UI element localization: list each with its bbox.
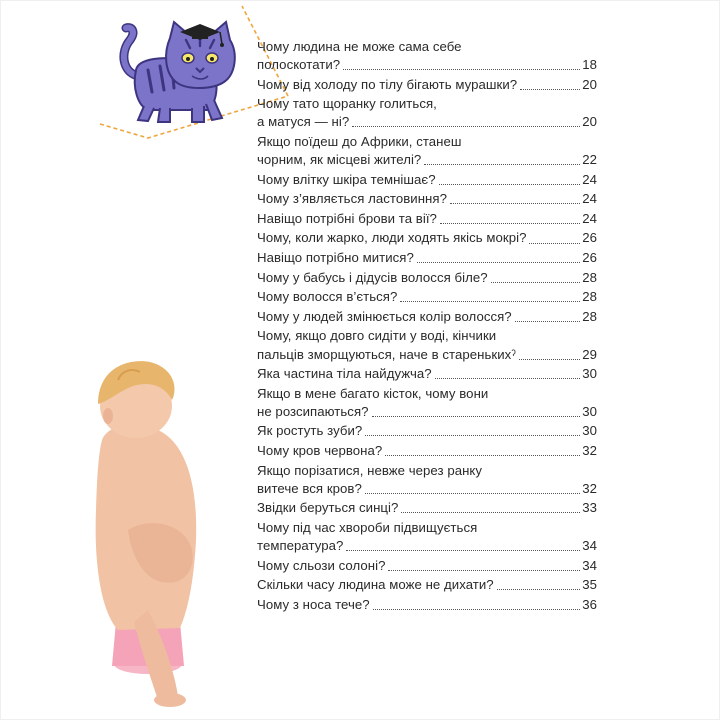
toc-entry bbox=[257, 249, 597, 267]
toc-entry bbox=[257, 76, 597, 94]
toc-entry bbox=[257, 385, 597, 421]
table-of-contents bbox=[257, 38, 597, 615]
dot-leader bbox=[515, 321, 581, 322]
toc-entry-line bbox=[257, 537, 597, 555]
dot-leader bbox=[400, 301, 580, 302]
toc-question-text: Навіщо потрібно митися? bbox=[257, 250, 414, 266]
toc-question-text: Чому тато щоранку голиться, bbox=[257, 96, 437, 112]
toc-entry-line bbox=[257, 596, 597, 614]
toc-question-text: Як ростуть зуби? bbox=[257, 423, 363, 439]
toc-entry-line bbox=[257, 576, 597, 594]
toc-entry bbox=[257, 38, 597, 74]
dot-leader bbox=[343, 69, 580, 70]
toc-page-number: 32 bbox=[582, 442, 597, 458]
toc-entry-line bbox=[257, 113, 597, 131]
dot-leader bbox=[450, 203, 580, 204]
toc-question-text: Звідки беруться синці? bbox=[257, 500, 399, 516]
toc-entry bbox=[257, 557, 597, 575]
toc-page-number: 20 bbox=[582, 76, 597, 92]
toc-entry-line bbox=[257, 133, 597, 151]
dot-leader bbox=[365, 493, 580, 494]
toc-question-text: Чому кров червона? bbox=[257, 442, 383, 458]
toc-question-text: Чому людина не може сама себе bbox=[257, 39, 462, 54]
toc-entry bbox=[257, 308, 597, 326]
toc-question-text: чорним, як місцеві жителі? bbox=[257, 152, 422, 168]
toc-question-text: Чому волосся в’ється? bbox=[257, 289, 398, 305]
toc-question-text: пальців зморщуються, наче в старенькихˀ bbox=[257, 346, 516, 362]
dot-leader bbox=[365, 435, 580, 436]
toc-entry-line bbox=[257, 480, 597, 498]
toc-question-text: Якщо поїдеш до Африки, станеш bbox=[257, 133, 462, 149]
toc-page-number: 36 bbox=[582, 596, 597, 612]
toc-entry-line bbox=[257, 269, 597, 287]
toc-page-number: 24 bbox=[582, 171, 597, 187]
dot-leader bbox=[346, 550, 580, 551]
toc-entry bbox=[257, 190, 597, 208]
toc-entry bbox=[257, 422, 597, 440]
toc-entry-line bbox=[257, 519, 597, 537]
toc-question-text: Яка частина тіла найдужча? bbox=[257, 366, 432, 382]
toc-question-text: Чому у людей змінюється колір волосся? bbox=[257, 308, 512, 324]
dot-leader bbox=[439, 184, 581, 185]
dot-leader bbox=[491, 282, 581, 283]
toc-entry bbox=[257, 365, 597, 383]
toc-entry-line bbox=[257, 557, 597, 575]
toc-entry-line bbox=[257, 365, 597, 383]
dot-leader bbox=[440, 223, 580, 224]
toc-question-text: витече вся кров? bbox=[257, 480, 362, 496]
toc-entry-line bbox=[257, 499, 597, 517]
toc-entry-line bbox=[257, 308, 597, 326]
toc-entry bbox=[257, 288, 597, 306]
toc-entry bbox=[257, 596, 597, 614]
toc-entry bbox=[257, 462, 597, 498]
toc-question-text: не розсипаються? bbox=[257, 403, 369, 419]
toc-entry bbox=[257, 576, 597, 594]
dot-leader bbox=[352, 126, 580, 127]
toc-question-text: Чому, якщо довго сидіти у воді, кінчики bbox=[257, 328, 497, 344]
toc-page-number: 30 bbox=[582, 366, 597, 382]
toc-page-number: 20 bbox=[582, 114, 597, 130]
dot-leader bbox=[519, 359, 580, 360]
toc-question-text: Навіщо потрібні брови та вії? bbox=[257, 210, 437, 226]
dot-leader bbox=[417, 262, 580, 263]
toc-entry bbox=[257, 229, 597, 247]
toc-entry-line bbox=[257, 151, 597, 169]
toc-entry bbox=[257, 327, 597, 363]
toc-question-text: Чому під час хвороби підвищується bbox=[257, 519, 478, 535]
toc-entry-line bbox=[257, 442, 597, 460]
dot-leader bbox=[388, 570, 580, 571]
toc-entry bbox=[257, 210, 597, 228]
dot-leader bbox=[497, 589, 581, 590]
toc-page-number: 18 bbox=[582, 57, 597, 73]
toc-entry-line bbox=[257, 229, 597, 247]
toc-question-text: Якщо порізатися, невже через ранку bbox=[257, 462, 483, 478]
toc-question-text: Чому у бабусь і дідусів волосся біле? bbox=[257, 269, 488, 285]
toc-entry-line bbox=[257, 327, 597, 345]
toddler-on-potty-photo bbox=[88, 340, 208, 720]
toc-entry-line bbox=[257, 346, 597, 364]
toc-entry-line bbox=[257, 249, 597, 267]
dot-leader bbox=[401, 512, 580, 513]
toc-entry bbox=[257, 95, 597, 131]
toc-page-number: 26 bbox=[582, 250, 597, 266]
toc-entry bbox=[257, 442, 597, 460]
dot-leader bbox=[385, 455, 580, 456]
toc-question-text: полоскотати? bbox=[257, 57, 341, 73]
toc-page-number: 35 bbox=[582, 577, 597, 593]
toc-entry-line bbox=[257, 76, 597, 94]
toc-page-number: 34 bbox=[582, 537, 597, 553]
dot-leader bbox=[529, 243, 580, 244]
toc-page-number: 30 bbox=[582, 423, 597, 439]
toc-entry-line bbox=[257, 95, 597, 113]
toc-page-number: 29 bbox=[582, 346, 597, 362]
toc-question-text: Якщо в мене багато кісток, чому вони bbox=[257, 385, 489, 401]
toc-entry-line bbox=[257, 385, 597, 403]
purple-cat-illustration bbox=[108, 18, 256, 126]
toc-question-text: Чому з’являється ластовиння? bbox=[257, 191, 447, 207]
toc-page-number: 24 bbox=[582, 191, 597, 207]
toc-page-number: 24 bbox=[582, 210, 597, 226]
dot-leader bbox=[372, 416, 581, 417]
dot-leader bbox=[435, 378, 581, 379]
toc-entry-line bbox=[257, 422, 597, 440]
toc-page-number: 28 bbox=[582, 289, 597, 305]
toc-entry-line bbox=[257, 56, 597, 74]
toc-entry-line bbox=[257, 210, 597, 228]
toc-question-text: Чому сльози солоні? bbox=[257, 557, 386, 573]
toc-page-number: 28 bbox=[582, 308, 597, 324]
toc-entry bbox=[257, 519, 597, 555]
dot-leader bbox=[520, 89, 580, 90]
toc-entry bbox=[257, 269, 597, 287]
dot-leader bbox=[424, 164, 580, 165]
toc-question-text: Чому влітку шкіра темнішає? bbox=[257, 171, 436, 187]
toc-entry-line bbox=[257, 38, 597, 56]
toc-entry-line bbox=[257, 462, 597, 480]
dot-leader bbox=[373, 609, 581, 610]
toc-page-number: 33 bbox=[582, 500, 597, 516]
toc-page-number: 32 bbox=[582, 480, 597, 496]
toc-question-text: Скільки часу людина може не дихати? bbox=[257, 577, 494, 593]
toc-page-number: 26 bbox=[582, 230, 597, 246]
toc-entry-line bbox=[257, 190, 597, 208]
toc-question-text: Чому від холоду по тілу бігають мурашки? bbox=[257, 76, 518, 92]
toc-entry bbox=[257, 133, 597, 169]
toc-page-number: 28 bbox=[582, 269, 597, 285]
toc-question-text: а матуся — ні? bbox=[257, 114, 350, 130]
toc-question-text: Чому, коли жарко, люди ходять якісь мокрі? bbox=[257, 230, 527, 246]
toc-page-number: 34 bbox=[582, 557, 597, 573]
toc-question-text: Чому з носа тече? bbox=[257, 596, 370, 612]
toc-entry-line bbox=[257, 171, 597, 189]
toc-entry-line bbox=[257, 403, 597, 421]
toc-question-text: температура? bbox=[257, 537, 344, 553]
toc-entry-line bbox=[257, 288, 597, 306]
toc-entry bbox=[257, 499, 597, 517]
toc-page-number: 22 bbox=[582, 152, 597, 168]
toc-entry bbox=[257, 171, 597, 189]
toc-page-number: 30 bbox=[582, 403, 597, 419]
